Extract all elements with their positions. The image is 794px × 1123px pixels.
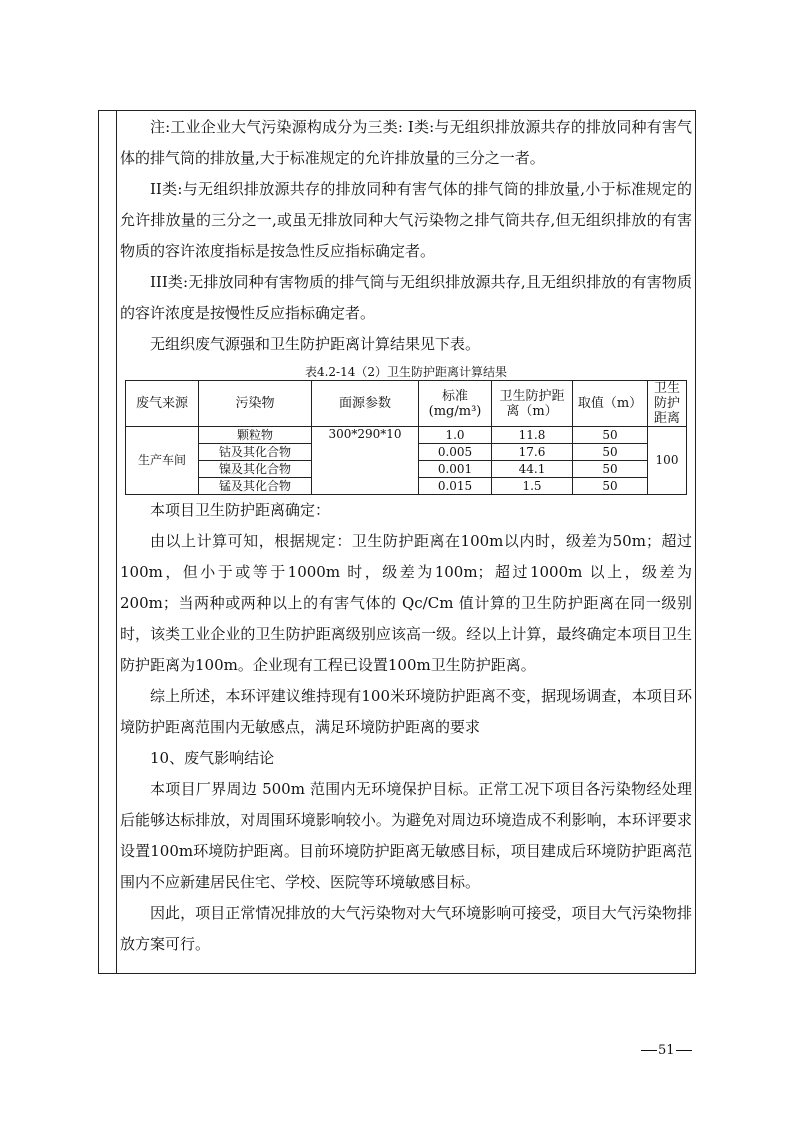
- cell-pollutant: 颗粒物: [199, 427, 312, 444]
- cell-standard: 1.0: [419, 427, 492, 444]
- section-heading-conclusion: 10、废气影响结论: [150, 749, 275, 767]
- cell-source: 生产车间: [126, 427, 199, 495]
- note-paragraph-2: II类:与无组织排放源共存的排放同种有害气体的排气筒的排放量,小于标准规定的允许排放量的三分之一,或虽无排放同种大气污染物之排气筒共存,但无组织排放的有害物质的容许浓度指标是按急性反应指标确定者。: [120, 180, 692, 260]
- conclusion-paragraph: 本项目厂界周边 500m 范围内无环境保护目标。正常工况下项目各污染物经处理后能够达标排放，对周围环境影响较小。为避免对周边环境造成不利影响，本环评要求设置100m环境防护距离。目前环境防护距离无敏感目标，项目建成后环境防护距离范围内不应新建居民住宅、学校、医院等环境敏感目标。: [120, 780, 692, 891]
- cell-distance: 17.6: [492, 444, 573, 461]
- frame-left-column-line: [116, 111, 117, 973]
- header-pollutant: 污染物: [199, 381, 312, 427]
- cell-standard: 0.005: [419, 444, 492, 461]
- note-paragraph-3: III类:无排放同种有害物质的排气筒与无组织排放源共存,且无组织排放的有害物质的容许浓度是按慢性反应指标确定者。: [120, 273, 692, 322]
- header-area-param: 面源参数: [312, 381, 419, 427]
- table-intro-paragraph: 无组织废气源强和卫生防护距离计算结果见下表。: [150, 335, 481, 353]
- page-number-dash-left: [641, 1050, 657, 1051]
- table-caption: 表4.2-14（2）卫生防护距离计算结果: [304, 365, 508, 379]
- document-body: [120, 112, 692, 960]
- note-paragraph-1: 注:工业企业大气污染源构成分为三类: I类:与无组织排放源共存的排放同种有害气体的排气筒的排放量,大于标准规定的允许排放量的三分之一者。: [120, 118, 692, 167]
- cell-distance: 44.1: [492, 461, 573, 478]
- summary-paragraph: 综上所述，本环评建议维持现有100米环境防护距离不变，据现场调查，本项目环境防护距离范围内无敏感点，满足环境防护距离的要求: [120, 687, 692, 736]
- cell-value: 50: [573, 478, 648, 495]
- cell-pollutant: 锰及其化合物: [199, 478, 312, 495]
- cell-standard: 0.015: [419, 478, 492, 495]
- cell-distance: 11.8: [492, 427, 573, 444]
- page-number-dash-right: [676, 1050, 692, 1051]
- header-distance: 卫生防护距离（m）: [492, 381, 573, 427]
- table-row: [126, 427, 687, 444]
- header-standard: 标准(mg/m³): [419, 381, 492, 427]
- distance-determination-heading: 本项目卫生防护距离确定：: [150, 501, 331, 519]
- cell-standard: 0.001: [419, 461, 492, 478]
- header-source: 废气来源: [126, 381, 199, 427]
- cell-distance: 1.5: [492, 478, 573, 495]
- table-header-row: [126, 381, 687, 427]
- calculation-paragraph: 由以上计算可知，根据规定：卫生防护距离在100m以内时，级差为50m；超过100m，但小于或等于1000m 时，级差为100m；超过1000m 以上，级差为200m；当两种或两种以上的有害气体的 Qc/Cm 值计算的卫生防护距离在同一级别时，该类工业企业的卫生防护距离级别应该高一级。经以上计算，最终确定本项目卫生防护距离为100m。企业现有工程已设置100m卫生防护距离。: [120, 532, 692, 674]
- cell-area-param: 300*290*10: [312, 427, 419, 495]
- cell-value: 50: [573, 461, 648, 478]
- cell-value: 50: [573, 427, 648, 444]
- final-paragraph: 因此，项目正常情况排放的大气污染物对大气环境影响可接受，项目大气污染物排放方案可行。: [120, 904, 692, 953]
- cell-value: 50: [573, 444, 648, 461]
- protection-distance-table: [125, 380, 687, 495]
- cell-pollutant: 钴及其化合物: [199, 444, 312, 461]
- header-final-distance: 卫生防护距离: [648, 381, 687, 427]
- header-value: 取值（m）: [573, 381, 648, 427]
- page-number-text: 51: [658, 1043, 675, 1058]
- cell-final-distance: 100: [648, 427, 687, 495]
- cell-pollutant: 镍及其化合物: [199, 461, 312, 478]
- page-number: [640, 1043, 693, 1058]
